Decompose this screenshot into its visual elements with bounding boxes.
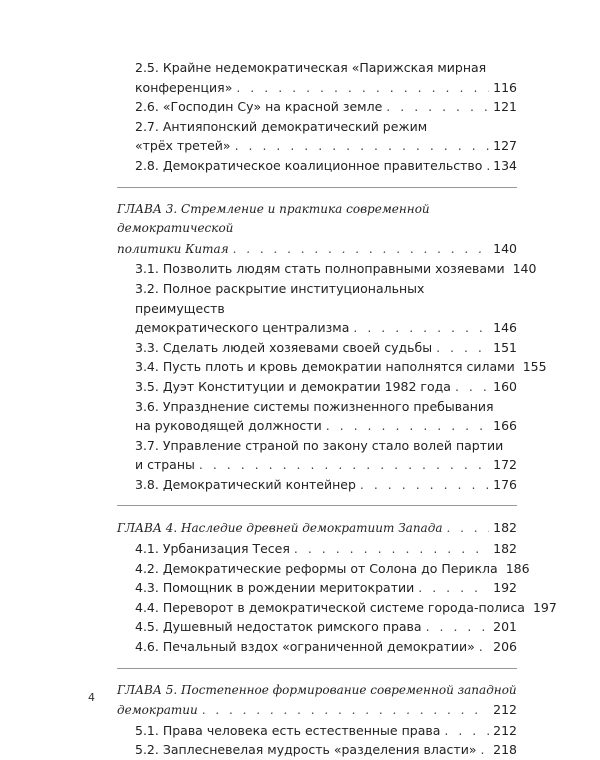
toc-section-entry[interactable]	[117, 259, 537, 279]
entry-page-number: 212	[493, 722, 517, 738]
entry-title: 4.3. Помощник в рождении меритократии	[135, 580, 415, 596]
entry-page-number: 155	[522, 359, 547, 375]
table-of-contents	[117, 58, 557, 760]
entry-title: 3.3. Сделать людей хозяевами своей судьбы	[135, 339, 433, 355]
entry-title: и страны	[135, 457, 195, 473]
toc-chapter-entry[interactable]	[117, 200, 517, 260]
toc-section-entry[interactable]	[117, 539, 517, 559]
entry-title-line: 3.2. Полное раскрытие институциональных преимуществ	[135, 280, 425, 316]
dot-leader	[455, 377, 489, 397]
dot-leader	[233, 240, 490, 260]
entry-page-number: 218	[493, 742, 517, 758]
toc-section-entry[interactable]	[117, 117, 517, 156]
entry-title: 2.8. Демократическое коалиционное правительство	[135, 157, 483, 173]
entry-title: 3.1. Позволить людям стать полноправными хозяевами	[135, 261, 505, 277]
toc-section-entry[interactable]	[117, 338, 517, 358]
entry-page-number: 140	[493, 240, 517, 256]
toc-section-entry[interactable]	[117, 357, 547, 377]
entry-title: 3.4. Пусть плоть и кровь демократии наполнятся силами	[135, 359, 515, 375]
entry-title-line: 2.7. Антияпонский демократический режим	[135, 118, 428, 134]
dot-leader	[480, 740, 489, 760]
entry-title: 4.6. Печальный вздох «ограниченной демократии»	[135, 639, 475, 655]
chapter-divider	[117, 505, 517, 506]
dot-leader	[436, 338, 489, 358]
entry-page-number: 172	[493, 457, 517, 473]
entry-page-number: 134	[493, 157, 517, 173]
dot-leader	[418, 578, 489, 598]
entry-title: 4.1. Урбанизация Тесея	[135, 541, 290, 557]
entry-title: на руководящей должности	[135, 418, 322, 434]
dot-leader	[486, 156, 489, 176]
chapter-divider	[117, 187, 517, 188]
toc-section-entry[interactable]	[117, 436, 517, 475]
entry-title: 5.2. Заплесневелая мудрость «разделения власти»	[135, 742, 477, 758]
toc-section-entry[interactable]	[117, 578, 517, 598]
toc-section-entry[interactable]	[117, 740, 517, 760]
dot-leader	[444, 721, 489, 741]
toc-chapter-entry[interactable]	[117, 681, 517, 721]
entry-title: «трёх третей»	[135, 138, 231, 154]
dot-leader	[235, 136, 490, 156]
entry-title: демократического централизма	[135, 320, 350, 336]
dot-leader	[360, 475, 489, 495]
toc-section-entry[interactable]	[117, 279, 517, 338]
entry-title-line: 2.5. Крайне недемократическая «Парижская мирная	[135, 60, 487, 75]
entry-title: 2.6. «Господин Су» на красной земле	[135, 99, 383, 115]
entry-page-number: 146	[493, 320, 517, 336]
dot-leader	[326, 416, 489, 436]
entry-title: 4.5. Душевный недостаток римского права	[135, 619, 422, 635]
entry-page-number: 121	[493, 99, 517, 115]
toc-section-entry[interactable]	[117, 97, 517, 117]
entry-title: демократии	[117, 703, 198, 718]
dot-leader	[353, 318, 489, 338]
dot-leader	[479, 637, 489, 657]
entry-title: 3.8. Демократический контейнер	[135, 476, 356, 492]
toc-section-entry[interactable]	[117, 397, 517, 436]
toc-chapter-entry[interactable]	[117, 518, 517, 539]
dot-leader	[202, 701, 489, 721]
entry-page-number: 192	[493, 580, 517, 596]
entry-title-line: 3.7. Управление страной по закону стало волей партии	[135, 437, 504, 453]
toc-section-entry[interactable]	[117, 637, 517, 657]
entry-title: 4.2. Демократические реформы от Солона до Перикла	[135, 560, 498, 576]
dot-leader	[386, 97, 489, 117]
dot-leader	[426, 617, 490, 637]
dot-leader	[294, 539, 489, 559]
entry-title: конференция»	[135, 79, 233, 95]
toc-section-entry[interactable]	[117, 721, 517, 741]
entry-page-number: 176	[493, 476, 517, 492]
toc-section-entry[interactable]	[117, 559, 530, 579]
entry-title: 3.5. Дуэт Конституции и демократии 1982 года	[135, 378, 451, 394]
entry-page-number: 140	[512, 261, 537, 277]
entry-title-line: 3.6. Упразднение системы пожизненного пребывания	[135, 398, 494, 414]
entry-title: политики Китая	[117, 241, 229, 256]
toc-section-entry[interactable]	[117, 156, 517, 176]
entry-page-number: 127	[493, 138, 517, 154]
entry-page-number: 186	[505, 560, 530, 576]
dot-leader	[236, 78, 489, 98]
entry-page-number: 182	[493, 541, 517, 557]
entry-page-number: 182	[493, 520, 517, 536]
page-number: 4	[88, 691, 95, 704]
entry-title: 4.4. Переворот в демократической системе города-полиса	[135, 599, 525, 615]
entry-page-number: 201	[493, 619, 517, 635]
toc-section-entry[interactable]	[117, 598, 557, 618]
entry-page-number: 166	[493, 418, 517, 434]
toc-section-entry[interactable]	[117, 58, 517, 97]
entry-page-number: 151	[493, 339, 517, 355]
chapter-divider	[117, 668, 517, 669]
entry-title: ГЛАВА 4. Наследие древней демократиит Запада	[117, 521, 443, 536]
toc-section-entry[interactable]	[117, 475, 517, 495]
entry-page-number: 197	[532, 599, 557, 615]
entry-page-number: 206	[493, 639, 517, 655]
entry-title-line: ГЛАВА 5. Постепенное формирование современной западной	[117, 682, 517, 697]
toc-section-entry[interactable]	[117, 617, 517, 637]
entry-page-number: 116	[493, 79, 517, 95]
entry-page-number: 160	[493, 378, 517, 394]
entry-page-number: 212	[493, 702, 517, 718]
entry-title: 5.1. Права человека есть естественные права	[135, 722, 441, 738]
dot-leader	[199, 455, 489, 475]
toc-section-entry[interactable]	[117, 377, 517, 397]
entry-title-line: ГЛАВА 3. Стремление и практика современной демократической	[117, 201, 430, 236]
dot-leader	[446, 519, 489, 539]
